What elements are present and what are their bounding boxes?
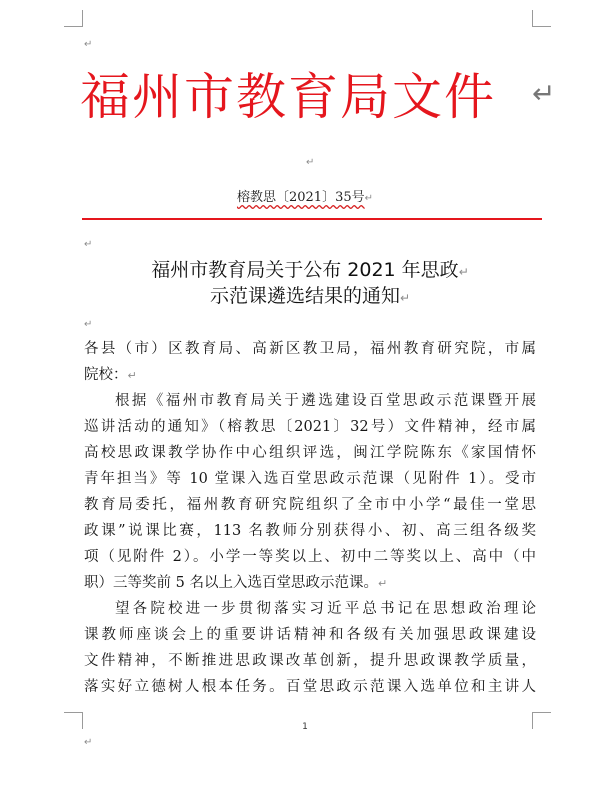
subject-title-line-1-text: 福州市教育局关于公布 2021 年思政 (151, 259, 459, 281)
paragraph-mark-icon: ↵ (364, 193, 374, 204)
document-number-text: 榕教思〔2021〕35号 (236, 190, 365, 205)
paragraph-mark-icon: ↵ (458, 265, 469, 279)
body-line: 政课”说课比赛，113 名教师分别获得小、初、高三组各级奖 (84, 523, 536, 539)
body-line: 教育局委托，福州教育研究院组织了全市中小学“最佳一堂思 (84, 497, 536, 513)
body-line: 根据《福州市教育局关于遴选建设百堂思政示范课暨开展 (115, 393, 536, 409)
crop-mark-top-left (64, 10, 83, 27)
paragraph-mark-icon: ↵ (377, 577, 388, 590)
paragraph-mark-icon: ↵ (399, 291, 411, 305)
body-line: 高校思政课教学协作中心组织评选，闽江学院陈东《家国情怀 (84, 445, 536, 461)
red-divider-line (82, 218, 542, 220)
document-number (0, 186, 610, 205)
paragraph-mark-icon: ↵ (84, 737, 93, 748)
paragraph-mark-icon: ↵ (127, 369, 137, 382)
body-line: 落实好立德树人根本任务。百堂思政示范课入选单位和主讲人 (84, 679, 536, 695)
paragraph-mark-icon: ↵ (84, 319, 93, 330)
document-header-title: 福州市教育局文件 (80, 68, 496, 126)
body-line (84, 364, 536, 387)
paragraph-mark-icon: ↵ (84, 239, 93, 250)
body-line: 课教师座谈会上的重要讲话精神和各级有关加强思政课建设 (84, 627, 536, 643)
body-line: 青年担当》等 10 堂课入选百堂思政示范课（见附件 1）。受市 (84, 471, 536, 487)
body-line: 项（见附件 2）。小学一等奖以上、初中二等奖以上、高中（中 (84, 549, 536, 565)
subject-title-line-2-text: 示范课遴选结果的通知 (209, 285, 400, 307)
return-arrow-icon: ↵ (532, 77, 556, 110)
paragraph-mark-icon: ↵ (84, 39, 93, 50)
body-line: 各县（市）区教育局、高新区教卫局，福州教育研究院，市属 (84, 341, 536, 357)
body-line: 望各院校进一步贯彻落实习近平总书记在思想政治理论 (115, 601, 536, 617)
subject-title-line-2 (80, 284, 540, 310)
body-line: 文件精神，不断推进思政课改革创新，提升思政课教学质量， (84, 653, 536, 669)
crop-mark-top-right (532, 10, 551, 27)
paragraph-mark-icon: ↵ (306, 157, 315, 168)
body-line: 巡讲活动的通知》（榕教思〔2021〕32号）文件精神，经市属 (84, 419, 536, 435)
body-line (84, 572, 536, 595)
body-line-text: 职）三等奖前 5 名以上入选百堂思政示范课。 (84, 575, 378, 591)
body-line-text: 院校： (84, 367, 128, 383)
page-number: 1 (302, 722, 308, 732)
subject-title-line-1 (80, 258, 540, 284)
